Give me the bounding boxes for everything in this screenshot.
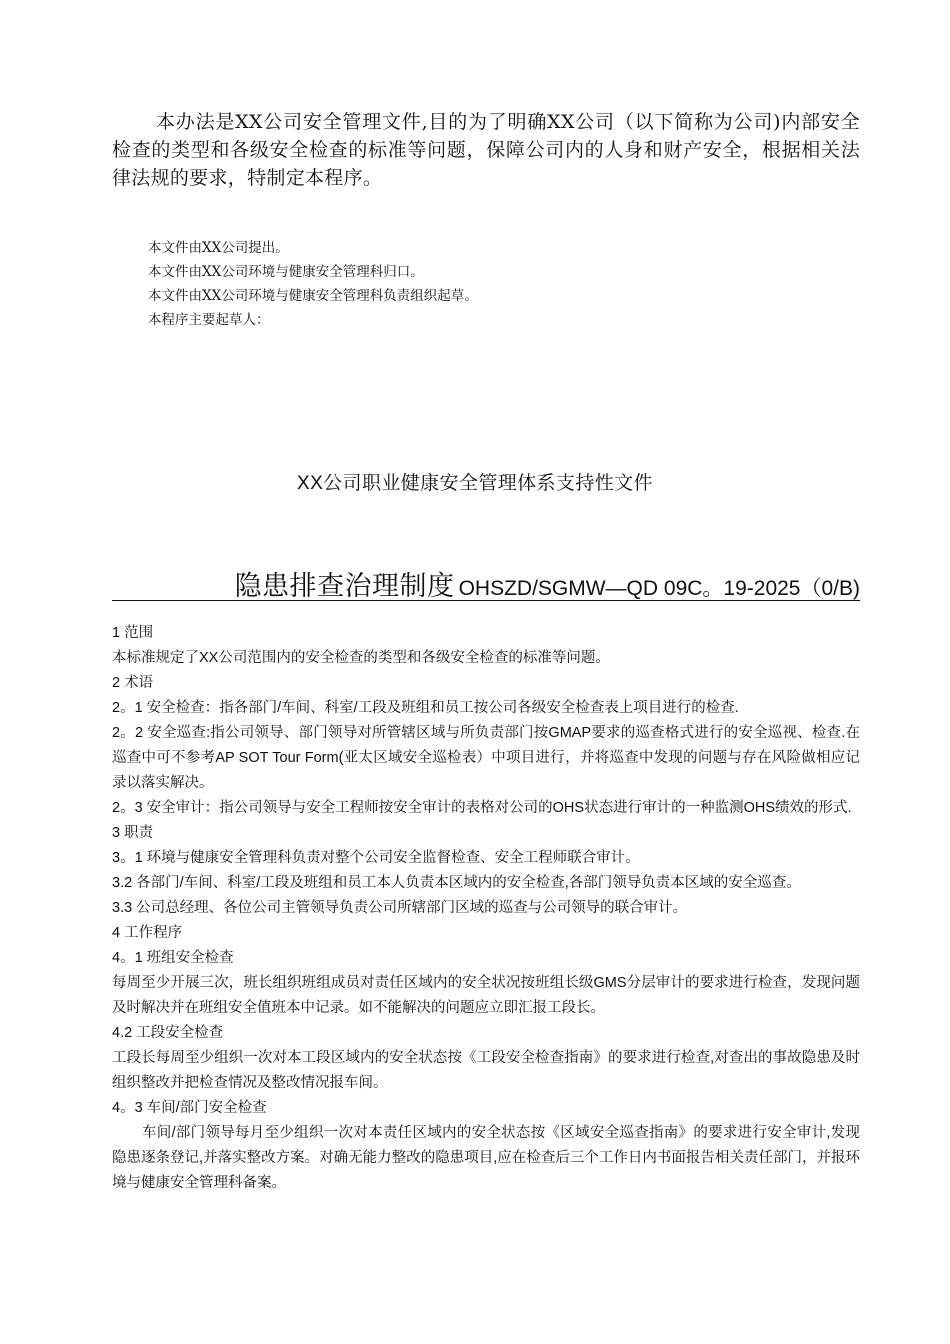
body-paragraph: 2。2 安全巡查:指公司领导、部门领导对所管辖区域与所负责部门按GMAP要求的巡查格式进行的安全巡视、检查.在巡查中可不参考AP SOT Tour Form(亚太区域安全巡检表）中项目进行，并将巡查中发现的问题与存在风险做相应记录以落实解决。 xyxy=(112,725,860,791)
body-paragraph: 车间/部门领导每月至少组织一次对本责任区域内的安全状态按《区域安全巡查指南》的要求进行安全审计,发现隐患逐条登记,并落实整改方案。对确无能力整改的隐患项目,应在检查后三个工作日内书面报告相关责任部门，并报环境与健康安全管理科备案。 xyxy=(112,1125,860,1191)
body-paragraph: 2。1 安全检查：指各部门/车间、科室/工段及班组和员工按公司各级安全检查表上项目进行的检查. xyxy=(112,700,739,716)
meta-line: 本文件由XX公司提出。 xyxy=(148,240,289,256)
main-title-code: OHSZD/SGMW—QD 09C。19-2025（0/B) xyxy=(458,577,860,600)
support-document-title: XX公司职业健康安全管理体系支持性文件 xyxy=(297,473,653,494)
body-paragraph: 2。3 安全审计：指公司领导与安全工程师按安全审计的表格对公司的OHS状态进行审计的一种监测OHS绩效的形式. xyxy=(112,800,852,816)
body-paragraph: 工段长每周至少组织一次对本工段区域内的安全状态按《工段安全检查指南》的要求进行检查,对查出的事故隐患及时组织整改并把检查情况及整改情况报车间。 xyxy=(112,1050,860,1091)
document-body xyxy=(112,621,860,1196)
body-paragraph: 3.2 各部门/车间、科室/工段及班组和员工本人负责本区域内的安全检查,各部门领导负责本区域的安全巡查。 xyxy=(112,875,801,891)
main-title-name: 隐患排查治理制度 xyxy=(234,571,455,601)
main-title xyxy=(112,564,860,601)
document-meta xyxy=(148,236,478,332)
section-heading: 4。3 车间/部门安全检查 xyxy=(112,1100,267,1116)
section-heading: 4.2 工段安全检查 xyxy=(112,1025,224,1041)
section-heading: 3 职责 xyxy=(112,825,154,841)
section-heading: 4。1 班组安全检查 xyxy=(112,950,234,966)
body-paragraph: 本标准规定了XX公司范围内的安全检查的类型和各级安全检查的标准等问题。 xyxy=(112,650,610,666)
body-paragraph: 3。1 环境与健康安全管理科负责对整个公司安全监督检查、安全工程师联合审计。 xyxy=(112,850,640,866)
section-heading: 1 范围 xyxy=(112,625,154,641)
body-paragraph: 3.3 公司总经理、各位公司主管领导负责公司所辖部门区域的巡查与公司领导的联合审计。 xyxy=(112,900,688,916)
section-heading: 2 术语 xyxy=(112,675,154,691)
section-heading: 4 工作程序 xyxy=(112,925,183,941)
body-paragraph: 每周至少开展三次，班长组织班组成员对责任区域内的安全状况按班组长级GMS分层审计的要求进行检查，发现问题及时解决并在班组安全值班本中记录。如不能解决的问题应立即汇报工段长。 xyxy=(112,975,860,1016)
meta-line: 本文件由XX公司环境与健康安全管理科归口。 xyxy=(148,264,424,280)
meta-line: 本文件由XX公司环境与健康安全管理科负责组织起草。 xyxy=(148,288,478,304)
intro-paragraph: 本办法是XX公司安全管理文件,目的为了明确XX公司（以下简称为公司)内部安全检查的类型和各级安全检查的标准等问题，保障公司内的人身和财产安全，根据相关法律法规的要求，特制定本程序。 xyxy=(112,111,860,189)
meta-line: 本程序主要起草人： xyxy=(148,312,270,328)
